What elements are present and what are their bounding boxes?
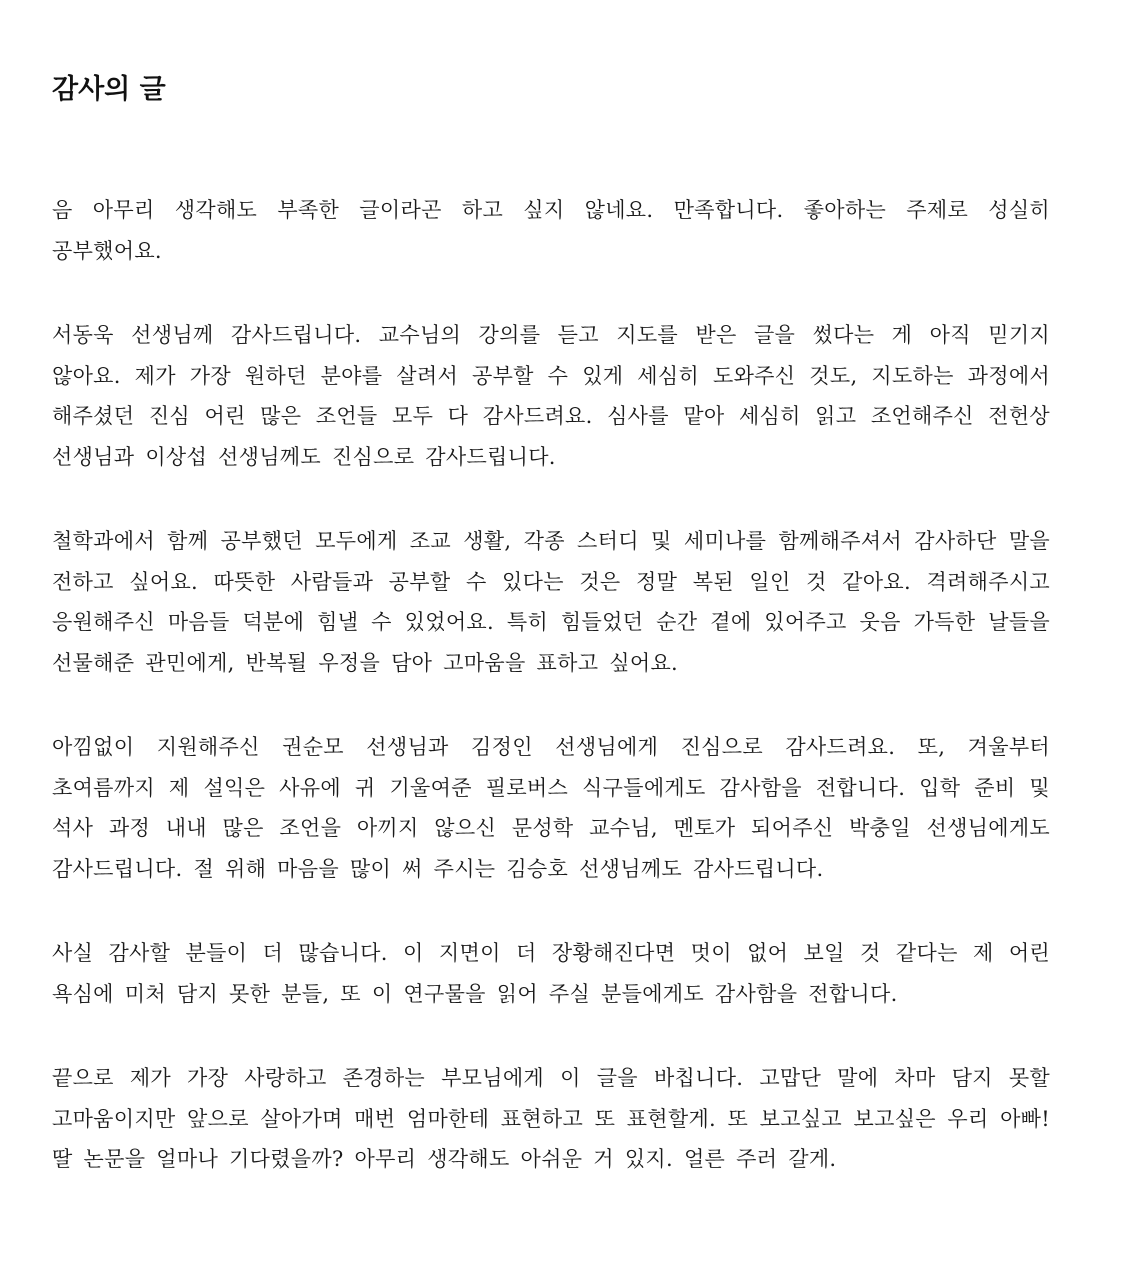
paragraph: 사실 감사할 분들이 더 많습니다. 이 지면이 더 장황해진다면 멋이 없어 보일 것 같다는 제 어린 욕심에 미처 담지 못한 분들, 또 이 연구물을 읽어 주실 분들에게도 감사함을 전합니다. <box>52 941 1050 1006</box>
paragraph: 음 아무리 생각해도 부족한 글이라곤 하고 싶지 않네요. 만족합니다. 좋아하는 주제로 성실히 공부했어요. <box>52 198 1050 263</box>
paragraph: 끝으로 제가 가장 사랑하고 존경하는 부모님에게 이 글을 바칩니다. 고맙단 말에 차마 담지 못할 고마움이지만 앞으로 살아가며 매번 엄마한테 표현하고 또 표현할게. 또 보고싶고 보고싶은 우리 아빠! 딸 논문을 얼마나 기다렸을까? 아무리 생각해도 아쉬운 거 있지. 얼른 주러 갈게. <box>52 1066 1050 1171</box>
paragraph: 아낌없이 지원해주신 권순모 선생님과 김정인 선생님에게 진심으로 감사드려요. 또, 겨울부터 초여름까지 제 설익은 사유에 귀 기울여준 필로버스 식구들에게도 감사함을 전합니다. 입학 준비 및 석사 과정 내내 많은 조언을 아끼지 않으신 문성학 교수님, 멘토가 되어주신 박충일 선생님에게도 감사드립니다. 절 위해 마음을 많이 써 주시는 김승호 선생님께도 감사드립니다. <box>52 735 1050 881</box>
paragraph: 서동욱 선생님께 감사드립니다. 교수님의 강의를 듣고 지도를 받은 글을 썼다는 게 아직 믿기지 않아요. 제가 가장 원하던 분야를 살려서 공부할 수 있게 세심히 도와주신 것도, 지도하는 과정에서 해주셨던 진심 어린 많은 조언들 모두 다 감사드려요. 심사를 맡아 세심히 읽고 조언해주신 전헌상 선생님과 이상섭 선생님께도 진심으로 감사드립니다. <box>52 323 1050 469</box>
page-title: 감사의 글 <box>52 74 166 105</box>
document-page <box>52 70 1050 1224</box>
paragraph: 철학과에서 함께 공부했던 모두에게 조교 생활, 각종 스터디 및 세미나를 함께해주셔서 감사하단 말을 전하고 싶어요. 따뜻한 사람들과 공부할 수 있다는 것은 정말 복된 일인 것 같아요. 격려해주시고 응원해주신 마음들 덕분에 힘낼 수 있었어요. 특히 힘들었던 순간 곁에 있어주고 웃음 가득한 날들을 선물해준 관민에게, 반복될 우정을 담아 고마움을 표하고 싶어요. <box>52 529 1050 675</box>
